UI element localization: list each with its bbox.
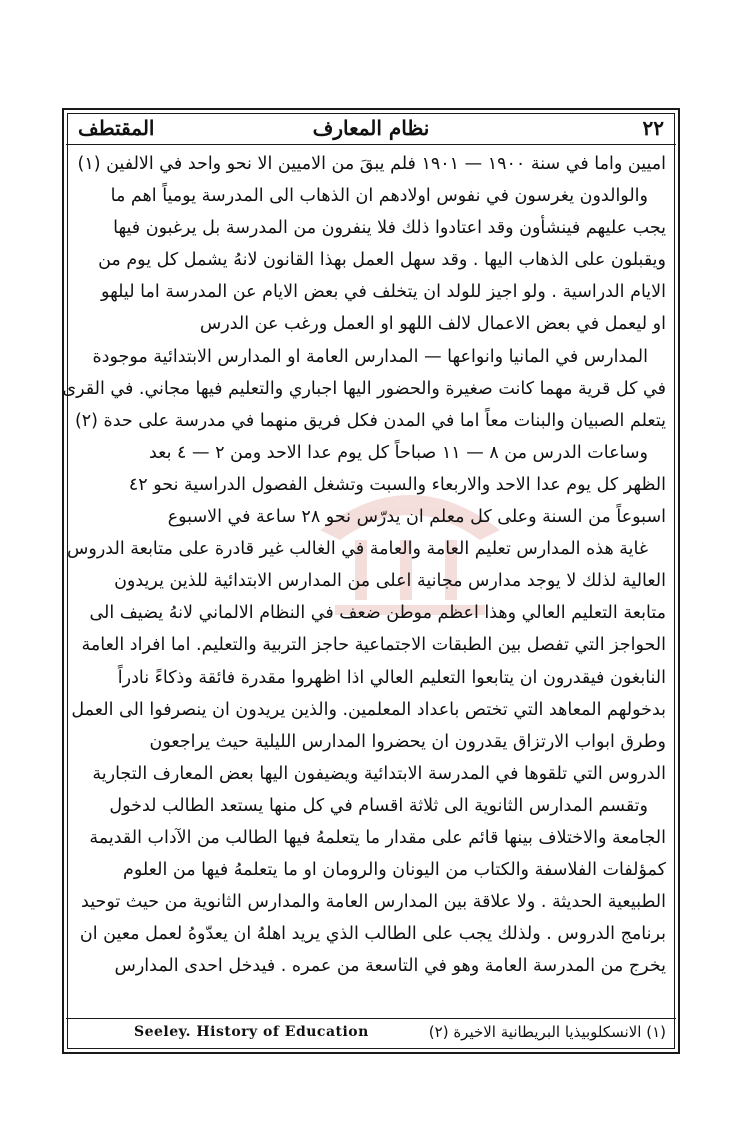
running-title: نظام المعارف <box>312 116 430 140</box>
body-line: اميين واما في سنة ١٩٠٠ — ١٩٠١ فلم يبقَ من الاميين الا نحو واحد في الالفين (١) <box>77 154 666 174</box>
section-heading-line: المدارس في المانيا وانواعها — المدارس العامة او المدارس الابتدائية موجودة <box>92 346 648 367</box>
body-line: النابغون فيقدرون ان يتابعوا التعليم العالي اذا اظهروا مقدرة فائقة وذكاءً نادراً <box>117 667 666 688</box>
body-line: العالية لذلك لا يوجد مدارس مجانية اعلى من المدارس الابتدائية للذين يريدون <box>114 571 666 592</box>
body-line: الايام الدراسية . ولو اجيز للولد ان يتخلف في بعض الايام عن المدرسة اما ليلهو <box>101 282 666 303</box>
body-line: برنامج الدروس . ولذلك يجب على الطالب الذي يريد اهلهُ ان يعدّوهُ لعمل معين ان <box>79 924 666 945</box>
article-body <box>62 148 666 982</box>
page-header <box>74 116 668 146</box>
body-line: يتعلم الصبيان والبنات معاً اما في المدن فكل فريق منهما في مدرسة على حدة (٢) <box>74 410 666 431</box>
body-line: اسبوعاً من السنة وعلى كل معلم ان يدرّس نحو ٢٨ ساعة في الاسبوع <box>167 507 666 528</box>
body-line: او ليعمل في بعض الاعمال لالف اللهو او العمل ورغب عن الدرس <box>199 314 666 335</box>
body-line: متابعة التعليم العالي وهذا اعظم موطن ضعف في النظام الالماني لانهُ يضيف الى <box>89 603 666 624</box>
journal-name: المقتطف <box>78 116 155 140</box>
header-rule <box>66 144 676 145</box>
page-number: ٢٢ <box>642 116 664 140</box>
body-line: الجامعة والاختلاف بينها قائم على مقدار ما يتعلمهُ فيها الطالب من الآداب القديمة <box>89 827 666 848</box>
body-line: الطبيعية الحديثة . ولا علاقة بين المدارس العامة والمدارس الثانوية من حيث توحيد <box>81 892 666 913</box>
body-line: وساعات الدرس من ٨ — ١١ صباحاً كل يوم عدا الاحد ومن ٢ — ٤ بعد <box>148 442 648 463</box>
body-line: وطرق ابواب الارتزاق يقدرون ان يحضروا المدارس الليلية حيث يراجعون <box>149 731 666 752</box>
body-line: والوالدون يغرسون في نفوس اولادهم ان الذهاب الى المدرسة يومياً اهم ما <box>110 186 648 207</box>
body-line: غاية هذه المدارس تعليم العامة والعامة في الغالب غير قادرة على متابعة الدروس <box>67 539 648 560</box>
body-line: ويقبلون على الذهاب اليها . وقد سهل العمل بهذا القانون لانهُ يشمل كل يوم من <box>98 250 666 271</box>
body-line: وتقسم المدارس الثانوية الى ثلاثة اقسام في كل منها يستعد الطالب لدخول <box>109 795 648 816</box>
body-line: الظهر كل يوم عدا الاحد والاربعاء والسبت وتشغل الفصول الدراسية نحو ٤٢ <box>128 474 666 495</box>
body-line: يجب عليهم فينشأون وقد اعتادوا ذلك فلا ينفرون من المدرسة بل يرغبون فيها <box>113 218 666 239</box>
footnotes <box>74 1023 670 1049</box>
body-line: بدخولهم المعاهد التي تختص باعداد المعلمين. والذين يريدون ان ينصرفوا الى العمل <box>71 699 666 720</box>
footnote-rule <box>66 1018 676 1019</box>
footnote-arabic: (١) الانسكلوبيذيا البريطانية الاخيرة (٢) <box>428 1023 666 1041</box>
body-line: الحواجز التي تفصل بين الطبقات الاجتماعية حاجز التربية والتعليم. اما افراد العامة <box>81 635 666 656</box>
body-line: في كل قرية مهما كانت صغيرة والحضور اليها اجباري والتعليم فيها مجاني. في القرى <box>62 378 666 399</box>
footnote-english: Seeley. History of Education <box>134 1024 369 1040</box>
body-line: الدروس التي تلقوها في المدرسة الابتدائية ويضيفون اليها بعض المعارف التجارية <box>92 763 666 784</box>
body-line: يخرج من المدرسة العامة وهو في التاسعة من عمره . فيدخل احدى المدارس <box>114 956 666 977</box>
body-line: كمؤلفات الفلاسفة والكتاب من اليونان والرومان او ما يتعلمهُ فيها من العلوم <box>123 860 666 881</box>
